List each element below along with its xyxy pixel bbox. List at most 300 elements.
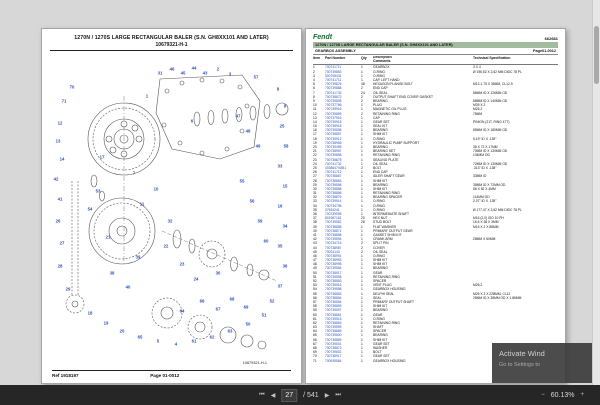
first-page-icon[interactable]: ⏮: [259, 391, 265, 398]
cell-part-number[interactable]: 700738869: [325, 337, 342, 342]
cell-technical-spec: 72MM ID X 130MM OD: [473, 161, 508, 166]
diagram-callout-number[interactable]: 35: [277, 243, 283, 249]
cell-item: 31: [313, 191, 317, 196]
diagram-callout-number[interactable]: 61: [191, 338, 197, 344]
diagram-callout-number[interactable]: 49: [255, 143, 261, 149]
cell-part-number[interactable]: 700739597: [325, 308, 342, 313]
cell-part-number[interactable]: 700738917: [325, 270, 342, 275]
diagram-callout-number[interactable]: 9: [283, 103, 287, 109]
cell-part-number[interactable]: 700739876: [325, 82, 342, 87]
cell-technical-spec: M26-2: [473, 107, 483, 112]
cell-qty: 1: [361, 153, 363, 158]
cell-description: GEAR: [373, 312, 383, 317]
cell-description: GEAR SET: [373, 119, 390, 124]
cell-item: 65: [313, 333, 317, 338]
diagram-callout-number[interactable]: 31: [157, 70, 163, 76]
cell-description: SPACER: [373, 329, 387, 334]
cell-item: 61: [313, 316, 317, 321]
diagram-callout-number[interactable]: 50: [245, 321, 251, 327]
cell-item: 9: [313, 98, 315, 103]
cell-description: BOLT: [373, 350, 382, 355]
cell-item: 24: [313, 161, 317, 166]
cell-technical-spec: 85MM ID X 180MM OD: [473, 128, 508, 133]
diagram-callout-number[interactable]: 19: [103, 320, 109, 326]
cell-part-number[interactable]: 700738857: [325, 132, 342, 137]
cell-part-number[interactable]: 700739912: [325, 136, 342, 141]
diagram-callout-number[interactable]: 3: [228, 71, 232, 77]
cell-part-number[interactable]: 700737766: [325, 103, 342, 108]
cell-technical-spec: .313" ID X .138": [473, 165, 497, 170]
cell-item: 8: [313, 94, 315, 99]
cell-qty: 1: [361, 325, 363, 330]
cell-part-number[interactable]: 700739895: [325, 98, 342, 103]
cell-description: BEARING: [373, 308, 388, 313]
diagram-callout-number[interactable]: 23: [179, 261, 185, 267]
cell-qty: 1: [361, 195, 363, 200]
diagram-callout-number[interactable]: 2: [216, 66, 220, 72]
cell-part-number[interactable]: 700739918: [325, 119, 342, 124]
cell-item: 21: [313, 149, 317, 154]
cell-description: PLUG: [373, 103, 382, 108]
cell-part-number[interactable]: 700739596: [325, 128, 342, 133]
cell-description: INTERMEDIATE SHAFT: [373, 212, 410, 217]
cell-item: 4: [313, 78, 315, 83]
cell-part-number[interactable]: 700739916: [325, 283, 342, 288]
cell-item: 27: [313, 174, 317, 179]
cell-item: 53: [313, 283, 317, 288]
cell-part-number[interactable]: 700737916: [325, 115, 342, 120]
cell-part-number[interactable]: 700738878: [325, 157, 342, 162]
cell-part-number[interactable]: 700739601: [325, 341, 342, 346]
col-part-number: Part Number: [325, 56, 346, 60]
diagram-callout-number[interactable]: 39: [135, 254, 141, 260]
cell-qty: 2: [361, 94, 363, 99]
diagram-callout-number[interactable]: 22: [163, 243, 169, 249]
cell-part-number[interactable]: 700739596: [325, 182, 342, 187]
cell-part-number[interactable]: 700738888: [325, 186, 342, 191]
viewer-bottom-bar: [0, 385, 600, 405]
diagram-callout-number[interactable]: 27: [59, 240, 65, 246]
cell-part-number[interactable]: 700739899: [325, 111, 342, 116]
cell-description: BEARING: [373, 333, 388, 338]
cell-part-number[interactable]: 700739495: [325, 145, 342, 150]
cell-item: 10: [313, 103, 317, 108]
diagram-callout-number[interactable]: 45: [180, 70, 186, 76]
cell-description: PRIMARY OUTPUT SHAFT: [373, 299, 415, 304]
cell-part-number[interactable]: 700739594: [325, 237, 342, 242]
cell-qty: 1: [361, 149, 363, 154]
cell-part-number[interactable]: 700738886: [325, 191, 342, 196]
cell-item: 30: [313, 186, 317, 191]
cell-item: 42: [313, 237, 317, 242]
cell-description: BEARING SPACER: [373, 195, 403, 200]
cell-qty: 1: [361, 203, 363, 208]
cell-description: O-RING: [373, 136, 385, 141]
diagram-callout-number[interactable]: 26: [55, 218, 61, 224]
diagram-callout-number[interactable]: 43: [202, 70, 208, 76]
cell-part-number[interactable]: 700734796: [325, 203, 342, 208]
cell-qty: 1: [361, 320, 363, 325]
diagram-callout-number[interactable]: 1: [145, 93, 149, 99]
diagram-callout-number[interactable]: 38: [109, 270, 115, 276]
cell-part-number[interactable]: 700738873: [325, 346, 342, 351]
cell-qty: 1: [361, 308, 363, 313]
cell-description: SEALING PLATE: [373, 157, 399, 162]
cell-description: GEAR SET: [373, 341, 390, 346]
parts-table-body: [313, 65, 558, 362]
cell-qty: 1: [361, 287, 363, 292]
cell-qty: 1: [361, 174, 363, 179]
cell-description: SHIM KIT: [373, 258, 388, 263]
diagram-callout-number[interactable]: 54: [87, 206, 93, 212]
cell-item: 67: [313, 341, 317, 346]
cell-description: O-RING: [373, 73, 385, 78]
cell-part-number[interactable]: 700741711: [325, 78, 342, 83]
cell-qty: 2: [361, 111, 363, 116]
cell-part-number[interactable]: 700738918: [325, 124, 342, 129]
diagram-callout-number[interactable]: 71: [61, 98, 67, 104]
cell-part-number[interactable]: 700739898: [325, 153, 342, 158]
cell-technical-spec: M39 X 2: [473, 103, 486, 108]
cell-part-number[interactable]: 700741732: [325, 161, 342, 166]
diagram-callout-number[interactable]: 37: [277, 283, 283, 289]
cell-item: 51: [313, 274, 317, 279]
cell-description: RETAINING RING: [373, 111, 400, 116]
cell-part-number[interactable]: 700739916: [325, 107, 342, 112]
cell-item: 29: [313, 182, 317, 187]
diagram-callout-number[interactable]: 62: [209, 334, 215, 340]
cell-qty: 1: [361, 341, 363, 346]
cell-item: 37: [313, 216, 317, 221]
cell-part-number[interactable]: 700734716: [325, 241, 342, 246]
cell-item: 19: [313, 140, 317, 145]
cell-qty: 1: [361, 262, 363, 267]
cell-item: 36: [313, 212, 317, 217]
diagram-callout-number[interactable]: 57: [253, 74, 259, 80]
cell-technical-spec: Ø 196,52 X 2,62 MM DIDC 78 PL: [473, 69, 522, 74]
diagram-callout-number[interactable]: 59: [257, 218, 263, 224]
table-header: [313, 55, 558, 65]
cell-technical-spec: 35MM ID X 72MM OD: [473, 182, 506, 187]
cell-description: OUTPUT SHAFT END COVER GASKET: [373, 94, 433, 99]
cell-part-number[interactable]: 700739868: [325, 86, 342, 91]
cell-part-number[interactable]: 700739584: [325, 266, 342, 271]
diagram-callout-number[interactable]: 65: [137, 334, 143, 340]
cell-qty: 1: [361, 312, 363, 317]
cell-description: VENT PLUG: [373, 283, 392, 288]
cell-description: GEAR SET: [373, 354, 390, 359]
diagram-callout-number[interactable]: 17: [99, 154, 105, 160]
cell-qty: 24: [361, 90, 365, 95]
cell-item: 26: [313, 170, 317, 175]
cell-part-number[interactable]: 700738876: [325, 195, 342, 200]
cell-description: CAP: [373, 115, 380, 120]
cell-qty: 1: [361, 299, 363, 304]
cell-qty: 1: [361, 237, 363, 242]
diagram-callout-number[interactable]: 58: [283, 143, 289, 149]
cell-qty: 1: [361, 73, 363, 78]
diagram-callout-number[interactable]: 64: [179, 308, 185, 314]
cell-part-number[interactable]: 37634241: [325, 207, 340, 212]
diagram-callout-number[interactable]: 55: [239, 178, 245, 184]
cell-item: 25: [313, 165, 317, 170]
diagram-callout-number[interactable]: 29: [65, 286, 71, 292]
cell-part-number[interactable]: 700738991: [325, 253, 342, 258]
diagram-callout-number[interactable]: 36: [282, 263, 288, 269]
diagram-callout-number[interactable]: 10: [153, 186, 159, 192]
cell-description: CAP, LEFT HAND: [373, 78, 400, 83]
cell-part-number[interactable]: 4038647/4551: [325, 165, 347, 170]
cell-part-number[interactable]: 700738863: [325, 320, 342, 325]
cell-description: SEAL KIT: [373, 124, 388, 129]
cell-part-number[interactable]: 700738865: [325, 329, 342, 334]
diagram-callout-number[interactable]: 16: [277, 203, 283, 209]
cell-description: OIL SEAL: [373, 161, 388, 166]
cell-item: 46: [313, 253, 317, 258]
diagram-callout-number[interactable]: 7: [132, 170, 136, 176]
diagram-callout-number[interactable]: 18: [87, 310, 93, 316]
prev-page-icon[interactable]: ◀: [270, 392, 276, 399]
page-ref: Page01-0012: [532, 49, 556, 53]
cell-part-number[interactable]: 700739602: [325, 350, 342, 355]
cell-part-number[interactable]: 700738853: [325, 279, 342, 284]
cell-part-number[interactable]: 700738995: [325, 262, 342, 267]
cell-technical-spec: 2.37" ID X .139": [473, 199, 497, 204]
cell-part-number[interactable]: 700739595: [325, 212, 342, 217]
diagram-callout-number[interactable]: 51: [261, 312, 267, 318]
cell-description: STUD BOLT: [373, 220, 392, 225]
cell-description: END CAP: [373, 86, 388, 91]
cell-part-number[interactable]: 700738871: [325, 228, 342, 233]
diagram-callout-number[interactable]: 63: [227, 328, 233, 334]
cell-part-number[interactable]: 700741712: [325, 170, 342, 175]
cell-part-number[interactable]: 700739598: [325, 287, 342, 292]
cell-qty: 1: [361, 191, 363, 196]
cell-technical-spec: 58 X 82 X 4MM: [473, 186, 496, 191]
cell-technical-spec: M12-1.75 X 35MM, CL12.9: [473, 82, 513, 87]
cell-qty: 1: [361, 291, 363, 296]
cell-technical-spec: M16 (2,0) ISO 10 PH: [473, 216, 504, 221]
cell-part-number[interactable]: 700739599: [325, 325, 342, 330]
diagram-callout-number[interactable]: 69: [243, 304, 249, 310]
cell-qty: 1: [361, 295, 363, 300]
page-number-input[interactable]: 27: [281, 389, 297, 402]
cell-item: 41: [313, 232, 317, 237]
diagram-callout-number[interactable]: 6: [190, 118, 194, 124]
cell-part-number[interactable]: 700738859: [325, 304, 342, 309]
cell-description: BEARING: [373, 128, 388, 133]
cell-qty: 1: [361, 186, 363, 191]
cell-part-number[interactable]: 700738957: [325, 149, 342, 154]
diagram-callout-number[interactable]: 46: [169, 66, 175, 72]
cell-description: SEAL: [373, 295, 382, 300]
cell-part-number[interactable]: 700738854: [325, 295, 342, 300]
cell-description: RETAINING RING: [373, 320, 400, 325]
diagram-callout-number[interactable]: 44: [191, 65, 197, 71]
cell-description: COVER: [373, 245, 385, 250]
diagram-callout-number[interactable]: 5: [156, 338, 160, 344]
diagram-callout-number[interactable]: 14: [59, 156, 65, 162]
cell-part-number[interactable]: 700738858: [325, 224, 342, 229]
cell-part-number[interactable]: 700738987: [325, 245, 342, 250]
cell-part-number[interactable]: 700739600: [325, 333, 342, 338]
watermark-line1: Activate Wind: [499, 349, 545, 358]
cell-item: 18: [313, 136, 317, 141]
diagram-callout-number[interactable]: 21: [105, 234, 111, 240]
page-number: Page 01-0012: [150, 373, 180, 378]
cell-item: 58: [313, 304, 317, 309]
cell-item: 66: [313, 337, 317, 342]
cell-part-number[interactable]: 700739562: [325, 220, 342, 225]
diagram-callout-number[interactable]: 68: [229, 296, 235, 302]
cell-description: BEARING: [373, 266, 388, 271]
doc-code: 662681: [544, 36, 558, 41]
cell-description: END CAP: [373, 170, 388, 175]
cell-part-number[interactable]: 700738955: [325, 140, 342, 145]
cell-item: 44: [313, 245, 317, 250]
diagram-callout-number[interactable]: 41: [57, 196, 63, 202]
cell-part-number[interactable]: 700741733: [325, 90, 342, 95]
diagram-callout-number[interactable]: 60: [263, 238, 269, 244]
diagram-callout-number[interactable]: 67: [215, 306, 221, 312]
cell-description: HYDRAULIC PUMP SUPPORT: [373, 140, 420, 145]
cell-description: O-RING: [373, 69, 385, 74]
cell-item: 20: [313, 145, 317, 150]
diagram-callout-number[interactable]: 48: [245, 128, 251, 134]
last-page-icon[interactable]: ⏭: [335, 391, 341, 398]
cell-part-number[interactable]: 70024143: [325, 249, 340, 254]
cell-description: BEARING: [373, 145, 388, 150]
cell-part-number[interactable]: 700739914: [325, 199, 342, 204]
cell-qty: 1: [361, 199, 363, 204]
diagram-area: [42, 61, 302, 361]
cell-qty: 1: [361, 337, 363, 342]
cell-technical-spec: 28MM X 60MM: [473, 237, 496, 242]
cell-description: CRANK ARM: [373, 237, 393, 242]
cell-part-number[interactable]: 700739915: [325, 316, 342, 321]
cell-part-number[interactable]: 300708431: [325, 73, 342, 78]
cell-item: 7: [313, 90, 315, 95]
cell-item: 45: [313, 249, 317, 254]
cell-qty: 20: [361, 216, 365, 221]
diagram-callout-number[interactable]: 8: [276, 86, 280, 92]
cell-item: 2: [313, 69, 315, 74]
cell-part-number[interactable]: 700739598: [325, 274, 342, 279]
scrollbar-thumb[interactable]: [594, 26, 599, 84]
diagram-callout-number[interactable]: 70: [69, 84, 75, 90]
cell-item: 32: [313, 195, 317, 200]
cell-part-number[interactable]: 700741711: [325, 65, 342, 70]
diagram-callout-number[interactable]: 33: [277, 163, 283, 169]
cell-qty: 1: [361, 115, 363, 120]
cell-item: 23: [313, 157, 317, 162]
cell-item: 17: [313, 132, 317, 137]
cell-qty: 1: [361, 182, 363, 187]
diagram-callout-number[interactable]: 24: [193, 276, 199, 282]
diagram-callout-number[interactable]: 20: [119, 328, 125, 334]
diagram-callout-number[interactable]: 42: [53, 176, 59, 182]
col-technical-spec: Technical Specification: [473, 56, 511, 60]
cell-description: MAGNETIC OIL PLUG: [373, 107, 407, 112]
cell-part-number[interactable]: 801987151: [325, 216, 342, 221]
diagram-callout-number[interactable]: 15: [282, 183, 288, 189]
zoom-out-icon[interactable]: −: [541, 392, 545, 398]
cell-qty: 1: [361, 78, 363, 83]
cell-description: SHIM KIT: [373, 186, 388, 191]
cell-qty: 1: [361, 266, 363, 271]
cell-part-number[interactable]: 700736554: [325, 299, 342, 304]
diagram-callout-number[interactable]: 66: [199, 298, 205, 304]
cell-description: PRIMARY OUTPUT GEAR: [373, 228, 413, 233]
cell-qty: 48: [361, 82, 365, 87]
diagram-callout-number[interactable]: 30: [215, 270, 221, 276]
cell-part-number[interactable]: 700939584: [325, 358, 342, 363]
fendt-logo: Fendt: [313, 34, 333, 41]
right-page: [305, 28, 566, 384]
cell-qty: 1: [361, 333, 363, 338]
zoom-level[interactable]: 60.13%: [550, 391, 575, 399]
diagram-callout-number[interactable]: 28: [57, 263, 63, 269]
cell-part-number[interactable]: 700738898: [325, 232, 342, 237]
cell-description: GEARBOX HOUSING: [373, 358, 406, 363]
cell-part-number[interactable]: 700738861: [325, 312, 342, 317]
cell-part-number[interactable]: 700738867: [325, 174, 342, 179]
cell-description: SHIM KIT: [373, 262, 388, 267]
diagram-callout-number[interactable]: 52: [269, 298, 275, 304]
next-page-icon[interactable]: ▶: [324, 392, 330, 399]
cell-qty: 1: [361, 274, 363, 279]
vertical-scrollbar[interactable]: [592, 0, 600, 385]
cell-item: 35: [313, 207, 317, 212]
cell-technical-spec: 86MM ID X 126MM OD: [473, 90, 508, 95]
cell-part-number[interactable]: 700739853: [325, 69, 342, 74]
diagram-callout-number[interactable]: 40: [125, 284, 131, 290]
diagram-callout-number[interactable]: 56: [249, 198, 255, 204]
cell-description: DELPHI SEAL: [373, 291, 395, 296]
cell-qty: 1: [361, 224, 363, 229]
cell-part-number[interactable]: 700738917: [325, 354, 342, 359]
diagram-callout-number[interactable]: 4: [174, 341, 178, 347]
cell-qty: 1: [361, 253, 363, 258]
diagram-callout-number[interactable]: 11: [139, 201, 145, 207]
diagram-callout-number[interactable]: 12: [57, 120, 63, 126]
cell-description: O-RING: [373, 253, 385, 258]
cell-qty: 1: [361, 228, 363, 233]
col-qty: Qty: [361, 56, 367, 60]
diagram-callout-number[interactable]: 53: [95, 188, 101, 194]
cell-technical-spec: 88MM ID X 140MM OD: [473, 98, 508, 103]
diagram-callout-number[interactable]: 13: [55, 138, 61, 144]
cell-part-number[interactable]: 700738883: [325, 178, 342, 183]
zoom-in-icon[interactable]: +: [580, 392, 584, 398]
cell-technical-spec: 75MM: [473, 111, 483, 116]
cell-part-number[interactable]: 700738993: [325, 258, 342, 263]
cell-qty: 1: [361, 128, 363, 133]
cell-qty: 1: [361, 103, 363, 108]
diagram-callout-number[interactable]: 47: [235, 113, 241, 119]
cell-technical-spec: M16 X 2 X 88MM: [473, 224, 499, 229]
cell-item: 47: [313, 258, 317, 263]
diagram-callout-number[interactable]: 32: [167, 218, 173, 224]
cell-description: RETAINING RING: [373, 274, 400, 279]
cell-part-number[interactable]: 700738872: [325, 94, 342, 99]
cell-item: 5: [313, 82, 315, 87]
cell-item: 34: [313, 203, 317, 208]
cell-part-number[interactable]: 700738853: [325, 291, 342, 296]
diagram-callout-number[interactable]: 34: [282, 223, 288, 229]
cell-description: O-RING: [373, 316, 385, 321]
diagram-callout-number[interactable]: 25: [279, 123, 285, 129]
